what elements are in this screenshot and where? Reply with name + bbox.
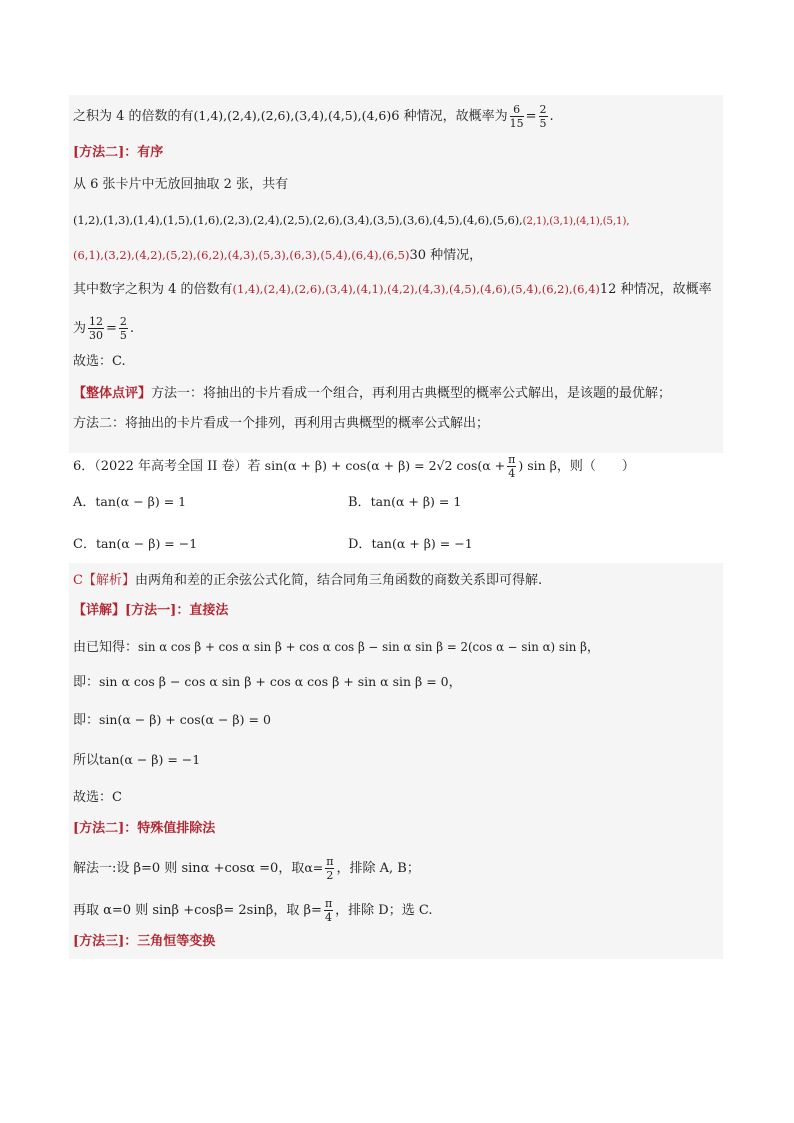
text: 30 种情况， <box>409 248 483 263</box>
text: 6 种情况，故概率为 <box>391 109 508 124</box>
step-5: 故选：C <box>73 790 122 805</box>
numerator: 6 <box>510 103 524 117</box>
step-7 <box>73 897 721 924</box>
method1-title: [方法一]：直接法 <box>125 603 229 618</box>
overall-comment-2: 方法二：将抽出的卡片看成一个排列，再利用古典概型的概率公式解出； <box>73 416 490 431</box>
analysis-line <box>73 572 721 590</box>
option-label: D． <box>348 537 372 552</box>
line-ordered-pairs-2 <box>73 246 721 265</box>
text: 由已知得： <box>73 640 139 655</box>
line-multiple-of-4 <box>73 280 721 299</box>
equals: = <box>106 321 117 336</box>
answer-line: 故选：C. <box>73 354 126 369</box>
analysis-tag: C【解析】 <box>73 573 135 588</box>
period: . <box>549 109 554 124</box>
detail-tag: 【详解】 <box>73 603 126 618</box>
step-1 <box>73 638 721 657</box>
denominator: 4 <box>508 467 516 480</box>
formula: sin α cos β − cos α sin β + cos α cos β + sin α sin β = 0 <box>99 674 449 689</box>
line-probability <box>73 315 721 342</box>
fraction <box>539 103 548 130</box>
pair-list-red: (6,1),(3,2),(4,2),(5,2),(6,2),(4,3),(5,3),(6,3),(5,4),(6,4),(6,5) <box>73 248 410 262</box>
option-b <box>348 493 461 512</box>
detail-line <box>73 602 721 620</box>
option-text: tan(α + β) = 1 <box>370 494 462 509</box>
formula: ) sin β <box>518 458 557 473</box>
text: 解法一:设 β=0 则 sinα +cosα =0，取 <box>73 861 305 876</box>
numerator: 12 <box>89 315 104 328</box>
denominator: 15 <box>509 117 524 130</box>
document-content <box>69 95 723 959</box>
pair-list-red: (2,1),(3,1),(4,1),(5,1), <box>522 215 630 227</box>
option-label: B． <box>348 495 371 510</box>
period: . <box>129 321 135 336</box>
formula: α= <box>304 860 324 875</box>
method3-title: [方法三]：三角恒等变换 <box>73 934 216 949</box>
text: 即： <box>73 713 100 728</box>
formula: (α + <box>477 458 506 473</box>
step-6 <box>73 855 721 882</box>
fraction <box>324 897 333 924</box>
fraction <box>325 855 334 882</box>
text: ， <box>448 675 462 690</box>
numerator: π <box>324 897 333 910</box>
overall-comment <box>73 385 721 403</box>
formula: tan(α − β) = −1 <box>99 752 201 767</box>
comment-text: 方法一：将抽出的卡片看成一个组合，再利用古典概型的概率公式解出，是该题的最优解； <box>151 386 672 401</box>
option-text: tan(α + β) = −1 <box>371 536 473 551</box>
option-d <box>348 535 473 554</box>
step-3 <box>73 711 721 730</box>
question-6 <box>0 453 794 483</box>
denominator: 4 <box>325 911 333 924</box>
comment-tag: 【整体点评】 <box>73 386 152 401</box>
denominator: 2 <box>326 869 334 882</box>
text: 其中数字之积为 4 的倍数有 <box>73 282 233 297</box>
option-a <box>73 493 186 512</box>
numerator: 2 <box>119 315 127 328</box>
denominator: 30 <box>89 329 104 342</box>
option-label: A． <box>73 495 96 510</box>
line-ordered-pairs-1 <box>73 211 721 230</box>
fraction <box>510 103 524 130</box>
line-draw-description: 从 6 张卡片中无放回抽取 2 张，共有 <box>73 177 289 192</box>
step-2 <box>73 673 721 692</box>
text: ， <box>586 640 600 655</box>
numerator: π <box>508 453 516 466</box>
method2-title: [方法二]：有序 <box>73 145 164 160</box>
text: 之积为 4 的倍数的有 <box>73 109 194 124</box>
option-text: tan(α − β) = 1 <box>95 494 187 509</box>
text: 12 种情况，故概率 <box>599 282 712 297</box>
step-4 <box>73 751 721 770</box>
numerator: 2 <box>539 103 547 116</box>
fraction <box>507 453 516 480</box>
equals: = <box>525 109 537 124</box>
pair-list: (1,4),(2,4),(2,6),(3,4),(4,5),(4,6) <box>193 108 392 123</box>
denominator: 5 <box>539 117 547 130</box>
text: 所以 <box>73 753 100 768</box>
numerator: π <box>326 855 334 868</box>
fraction <box>88 315 104 342</box>
formula: sin α cos β + cos α sin β + cos α cos β − sin α sin β = 2(cos α − sin α) sin β <box>138 640 587 654</box>
method2-special-title: [方法二]：特殊值排除法 <box>73 821 216 836</box>
text: 再取 α=0 则 sinβ +cosβ= 2sinβ，取 β= <box>73 903 322 918</box>
text: ，排除 A, B； <box>336 861 420 876</box>
text: 即： <box>73 675 100 690</box>
question-suffix: ，则（ ） <box>556 459 635 474</box>
pair-list: (1,2),(1,3),(1,4),(1,5),(1,6),(2,3),(2,4),(2,5),(2,6),(3,4),(3,5),(3,6),(4,5),(4,6),(5,6), <box>73 213 523 227</box>
pair-list-red: (1,4),(2,4),(2,6),(3,4),(4,1),(4,2),(4,3),(4,5),(4,6),(5,4),(6,2),(6,4) <box>232 282 600 296</box>
line-method1-result <box>73 103 721 130</box>
formula: sin(α − β) + cos(α − β) = 0 <box>99 712 271 727</box>
options-area <box>0 483 794 563</box>
text: 为 <box>73 321 87 336</box>
analysis-text: 由两角和差的正余弦公式化简，结合同角三角函数的商数关系即可得解. <box>134 573 543 588</box>
text: ，排除 D；选 C. <box>335 903 433 918</box>
fraction <box>119 315 128 342</box>
denominator: 5 <box>119 329 127 342</box>
option-label: C． <box>73 537 96 552</box>
option-c <box>73 535 197 554</box>
question-prefix: 6．（2022 年高考全国 II 卷）若 <box>73 459 261 474</box>
option-text: tan(α − β) = −1 <box>95 536 198 551</box>
formula: sin(α + β) + cos(α + β) = 2√2 cos <box>264 458 478 473</box>
